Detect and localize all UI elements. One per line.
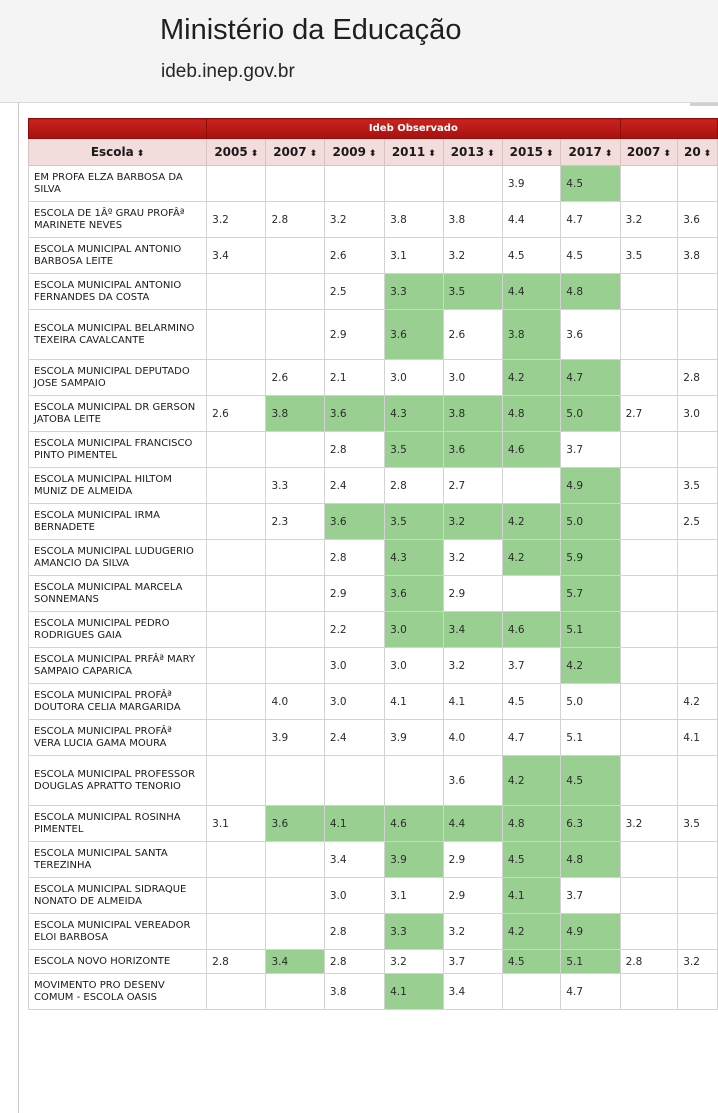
observed-value-cell: 5.7 bbox=[561, 576, 620, 612]
school-name-cell: ESCOLA MUNICIPAL IRMA BERNADETE bbox=[29, 504, 207, 540]
column-label: 2011 bbox=[391, 145, 426, 159]
observed-value-cell bbox=[207, 648, 266, 684]
observed-value-cell: 3.5 bbox=[385, 432, 443, 468]
observed-value-cell: 2.6 bbox=[324, 238, 384, 274]
observed-value-cell: 3.8 bbox=[266, 396, 324, 432]
observed-value-cell bbox=[207, 274, 266, 310]
table-row bbox=[29, 950, 718, 974]
observed-value-cell: 4.8 bbox=[561, 274, 620, 310]
observed-value-cell bbox=[266, 576, 324, 612]
projected-value-cell bbox=[678, 974, 718, 1010]
projected-value-cell bbox=[620, 310, 678, 360]
observed-value-cell: 5.0 bbox=[561, 396, 620, 432]
projected-value-cell: 2.8 bbox=[620, 950, 678, 974]
observed-value-cell: 4.2 bbox=[502, 504, 560, 540]
table-row bbox=[29, 274, 718, 310]
column-header-observed-2015[interactable] bbox=[502, 139, 560, 166]
group-header-empty bbox=[29, 119, 207, 139]
observed-value-cell: 3.6 bbox=[443, 432, 502, 468]
column-header-escola[interactable] bbox=[29, 139, 207, 166]
observed-value-cell: 4.0 bbox=[443, 720, 502, 756]
observed-value-cell: 4.7 bbox=[561, 360, 620, 396]
table-row bbox=[29, 974, 718, 1010]
projected-value-cell bbox=[620, 432, 678, 468]
school-name-cell: ESCOLA MUNICIPAL ANTONIO BARBOSA LEITE bbox=[29, 238, 207, 274]
projected-value-cell: 3.5 bbox=[678, 806, 718, 842]
column-label: 2007 bbox=[626, 145, 661, 159]
observed-value-cell: 5.1 bbox=[561, 612, 620, 648]
observed-value-cell: 5.9 bbox=[561, 540, 620, 576]
school-name-cell: ESCOLA MUNICIPAL PROFESSOR DOUGLAS APRATTO TENORIO bbox=[29, 756, 207, 806]
observed-value-cell: 3.1 bbox=[207, 806, 266, 842]
observed-value-cell: 3.6 bbox=[385, 310, 443, 360]
column-label: Escola bbox=[90, 145, 134, 159]
observed-value-cell: 4.2 bbox=[502, 360, 560, 396]
observed-value-cell: 3.4 bbox=[443, 974, 502, 1010]
projected-value-cell: 3.2 bbox=[620, 806, 678, 842]
observed-value-cell: 3.0 bbox=[385, 612, 443, 648]
observed-value-cell: 4.1 bbox=[385, 684, 443, 720]
observed-value-cell: 3.0 bbox=[324, 684, 384, 720]
site-header bbox=[0, 0, 718, 103]
observed-value-cell bbox=[502, 974, 560, 1010]
school-name-cell: ESCOLA MUNICIPAL VEREADOR ELOI BARBOSA bbox=[29, 914, 207, 950]
observed-value-cell: 4.1 bbox=[502, 878, 560, 914]
observed-value-cell bbox=[207, 878, 266, 914]
school-name-cell: ESCOLA DE 1Âº GRAU PROFÂª MARINETE NEVES bbox=[29, 202, 207, 238]
table-row bbox=[29, 202, 718, 238]
observed-value-cell: 2.9 bbox=[324, 310, 384, 360]
observed-value-cell: 3.6 bbox=[266, 806, 324, 842]
projected-value-cell: 3.5 bbox=[620, 238, 678, 274]
observed-value-cell: 3.5 bbox=[385, 504, 443, 540]
group-header-observed: Ideb Observado bbox=[207, 119, 620, 139]
observed-value-cell: 3.6 bbox=[561, 310, 620, 360]
observed-value-cell bbox=[207, 360, 266, 396]
observed-value-cell: 3.2 bbox=[443, 504, 502, 540]
table-row bbox=[29, 468, 718, 504]
table-row bbox=[29, 842, 718, 878]
observed-value-cell: 4.3 bbox=[385, 540, 443, 576]
table-row bbox=[29, 720, 718, 756]
observed-value-cell: 3.4 bbox=[207, 238, 266, 274]
observed-value-cell: 3.7 bbox=[443, 950, 502, 974]
observed-value-cell bbox=[385, 756, 443, 806]
observed-value-cell: 4.1 bbox=[443, 684, 502, 720]
projected-value-cell bbox=[678, 540, 718, 576]
observed-value-cell bbox=[266, 878, 324, 914]
observed-value-cell: 5.1 bbox=[561, 720, 620, 756]
observed-value-cell: 5.1 bbox=[561, 950, 620, 974]
observed-value-cell: 4.9 bbox=[561, 914, 620, 950]
observed-value-cell: 2.6 bbox=[266, 360, 324, 396]
observed-value-cell bbox=[266, 648, 324, 684]
projected-value-cell bbox=[620, 576, 678, 612]
school-name-cell: ESCOLA MUNICIPAL MARCELA SONNEMANS bbox=[29, 576, 207, 612]
table-row bbox=[29, 914, 718, 950]
table-row bbox=[29, 360, 718, 396]
observed-value-cell: 4.5 bbox=[502, 684, 560, 720]
observed-value-cell: 3.1 bbox=[385, 238, 443, 274]
sort-icon[interactable]: ⬍ bbox=[428, 149, 436, 159]
observed-value-cell: 4.7 bbox=[561, 974, 620, 1010]
observed-value-cell: 3.8 bbox=[324, 974, 384, 1010]
school-name-cell: ESCOLA MUNICIPAL PRFÂª MARY SAMPAIO CAPARICA bbox=[29, 648, 207, 684]
observed-value-cell bbox=[207, 540, 266, 576]
projected-value-cell bbox=[620, 612, 678, 648]
projected-value-cell bbox=[678, 310, 718, 360]
observed-value-cell: 4.5 bbox=[561, 166, 620, 202]
column-header-projected-2007[interactable] bbox=[620, 139, 678, 166]
table-row bbox=[29, 432, 718, 468]
projected-value-cell bbox=[620, 468, 678, 504]
observed-value-cell: 3.0 bbox=[385, 360, 443, 396]
table-row bbox=[29, 878, 718, 914]
sort-icon[interactable]: ⬍ bbox=[546, 149, 554, 159]
observed-value-cell: 4.7 bbox=[502, 720, 560, 756]
projected-value-cell bbox=[620, 274, 678, 310]
left-rail bbox=[8, 103, 19, 1113]
projected-value-cell bbox=[620, 914, 678, 950]
column-label: 20 bbox=[683, 145, 701, 159]
observed-value-cell: 4.5 bbox=[561, 756, 620, 806]
column-header-observed-2013[interactable] bbox=[443, 139, 502, 166]
table-row bbox=[29, 504, 718, 540]
observed-value-cell: 5.0 bbox=[561, 684, 620, 720]
observed-value-cell: 2.4 bbox=[324, 468, 384, 504]
projected-value-cell: 3.2 bbox=[620, 202, 678, 238]
observed-value-cell: 3.2 bbox=[385, 950, 443, 974]
observed-value-cell: 4.8 bbox=[561, 842, 620, 878]
observed-value-cell: 4.7 bbox=[561, 202, 620, 238]
observed-value-cell: 5.0 bbox=[561, 504, 620, 540]
observed-value-cell: 3.4 bbox=[324, 842, 384, 878]
observed-value-cell: 4.4 bbox=[443, 806, 502, 842]
observed-value-cell: 3.8 bbox=[443, 202, 502, 238]
observed-value-cell: 2.9 bbox=[443, 576, 502, 612]
projected-value-cell bbox=[620, 166, 678, 202]
column-header-observed-2007[interactable] bbox=[266, 139, 324, 166]
table-row bbox=[29, 684, 718, 720]
observed-value-cell: 4.4 bbox=[502, 274, 560, 310]
observed-value-cell: 3.3 bbox=[385, 274, 443, 310]
observed-value-cell bbox=[324, 756, 384, 806]
column-label: 2009 bbox=[332, 145, 366, 159]
sort-icon[interactable]: ⬍ bbox=[309, 149, 318, 159]
column-header-observed-2017[interactable] bbox=[561, 139, 620, 166]
projected-value-cell bbox=[620, 540, 678, 576]
observed-value-cell bbox=[324, 166, 384, 202]
column-label: 2005 bbox=[214, 145, 248, 159]
table-row bbox=[29, 310, 718, 360]
observed-value-cell: 3.3 bbox=[266, 468, 324, 504]
observed-value-cell bbox=[266, 432, 324, 468]
observed-value-cell bbox=[207, 684, 266, 720]
observed-value-cell bbox=[207, 720, 266, 756]
observed-value-cell: 6.3 bbox=[561, 806, 620, 842]
observed-value-cell: 2.8 bbox=[324, 950, 384, 974]
observed-value-cell: 3.2 bbox=[443, 914, 502, 950]
sort-icon[interactable]: ⬍ bbox=[250, 149, 259, 159]
observed-value-cell: 2.8 bbox=[324, 540, 384, 576]
observed-value-cell bbox=[207, 504, 266, 540]
observed-value-cell: 4.0 bbox=[266, 684, 324, 720]
observed-value-cell: 2.9 bbox=[443, 878, 502, 914]
projected-value-cell: 3.0 bbox=[678, 396, 718, 432]
observed-value-cell: 3.4 bbox=[266, 950, 324, 974]
observed-value-cell bbox=[207, 974, 266, 1010]
table-row bbox=[29, 576, 718, 612]
observed-value-cell: 3.2 bbox=[443, 648, 502, 684]
projected-value-cell bbox=[678, 576, 718, 612]
observed-value-cell bbox=[266, 310, 324, 360]
sort-icon[interactable]: ⬍ bbox=[136, 149, 145, 159]
school-name-cell: ESCOLA MUNICIPAL BELARMINO TEXEIRA CAVALCANTE bbox=[29, 310, 207, 360]
sort-icon[interactable]: ⬍ bbox=[604, 149, 613, 159]
observed-value-cell bbox=[207, 914, 266, 950]
observed-value-cell: 4.1 bbox=[385, 974, 443, 1010]
projected-value-cell: 2.5 bbox=[678, 504, 718, 540]
projected-value-cell: 3.5 bbox=[678, 468, 718, 504]
year-header-row bbox=[29, 139, 718, 166]
table-row bbox=[29, 648, 718, 684]
observed-value-cell: 4.6 bbox=[502, 612, 560, 648]
projected-value-cell bbox=[678, 612, 718, 648]
observed-value-cell: 3.0 bbox=[443, 360, 502, 396]
projected-value-cell bbox=[678, 274, 718, 310]
sort-icon[interactable]: ⬍ bbox=[487, 149, 495, 159]
observed-value-cell bbox=[266, 238, 324, 274]
observed-value-cell: 4.2 bbox=[502, 756, 560, 806]
observed-value-cell: 2.1 bbox=[324, 360, 384, 396]
observed-value-cell bbox=[443, 166, 502, 202]
column-header-projected-20[interactable] bbox=[678, 139, 718, 166]
projected-value-cell bbox=[620, 756, 678, 806]
school-name-cell: ESCOLA MUNICIPAL ANTONIO FERNANDES DA COSTA bbox=[29, 274, 207, 310]
observed-value-cell: 3.2 bbox=[443, 238, 502, 274]
projected-value-cell: 3.6 bbox=[678, 202, 718, 238]
observed-value-cell: 4.4 bbox=[502, 202, 560, 238]
school-name-cell: ESCOLA MUNICIPAL PEDRO RODRIGUES GAIA bbox=[29, 612, 207, 648]
observed-value-cell bbox=[207, 310, 266, 360]
observed-value-cell: 3.9 bbox=[502, 166, 560, 202]
group-header-row bbox=[29, 119, 718, 139]
school-name-cell: ESCOLA MUNICIPAL PROFÂª DOUTORA CELIA MARGARIDA bbox=[29, 684, 207, 720]
projected-value-cell bbox=[678, 648, 718, 684]
projected-value-cell: 4.1 bbox=[678, 720, 718, 756]
observed-value-cell: 4.1 bbox=[324, 806, 384, 842]
school-name-cell: ESCOLA MUNICIPAL DR GERSON JATOBA LEITE bbox=[29, 396, 207, 432]
table-row bbox=[29, 756, 718, 806]
observed-value-cell bbox=[266, 166, 324, 202]
projected-value-cell bbox=[620, 974, 678, 1010]
sort-icon[interactable]: ⬍ bbox=[703, 149, 712, 159]
observed-value-cell bbox=[266, 842, 324, 878]
observed-value-cell: 3.6 bbox=[385, 576, 443, 612]
school-name-cell: ESCOLA MUNICIPAL LUDUGERIO AMANCIO DA SILVA bbox=[29, 540, 207, 576]
observed-value-cell: 4.8 bbox=[502, 396, 560, 432]
observed-value-cell: 2.2 bbox=[324, 612, 384, 648]
projected-value-cell bbox=[678, 756, 718, 806]
column-label: 2013 bbox=[450, 145, 485, 159]
observed-value-cell: 2.8 bbox=[324, 914, 384, 950]
projected-value-cell bbox=[678, 842, 718, 878]
school-name-cell: ESCOLA MUNICIPAL PROFÂª VERA LUCIA GAMA MOURA bbox=[29, 720, 207, 756]
column-header-observed-2011[interactable] bbox=[385, 139, 443, 166]
projected-value-cell bbox=[620, 360, 678, 396]
observed-value-cell: 3.8 bbox=[443, 396, 502, 432]
projected-value-cell bbox=[620, 842, 678, 878]
table-row bbox=[29, 166, 718, 202]
observed-value-cell: 3.7 bbox=[561, 878, 620, 914]
projected-value-cell bbox=[620, 504, 678, 540]
school-name-cell: ESCOLA MUNICIPAL HILTOM MUNIZ DE ALMEIDA bbox=[29, 468, 207, 504]
site-title: Ministério da Educação bbox=[160, 14, 462, 46]
projected-value-cell bbox=[620, 684, 678, 720]
observed-value-cell: 3.3 bbox=[385, 914, 443, 950]
table-row bbox=[29, 238, 718, 274]
school-name-cell: ESCOLA MUNICIPAL SANTA TEREZINHA bbox=[29, 842, 207, 878]
observed-value-cell: 4.3 bbox=[385, 396, 443, 432]
observed-value-cell: 4.9 bbox=[561, 468, 620, 504]
school-name-cell: MOVIMENTO PRO DESENV COMUM - ESCOLA OASIS bbox=[29, 974, 207, 1010]
school-name-cell: ESCOLA NOVO HORIZONTE bbox=[29, 950, 207, 974]
observed-value-cell: 3.4 bbox=[443, 612, 502, 648]
observed-value-cell: 3.5 bbox=[443, 274, 502, 310]
observed-value-cell: 2.8 bbox=[324, 432, 384, 468]
column-label: 2007 bbox=[273, 145, 307, 159]
observed-value-cell: 2.8 bbox=[266, 202, 324, 238]
observed-value-cell: 3.6 bbox=[324, 396, 384, 432]
observed-value-cell: 2.8 bbox=[207, 950, 266, 974]
sort-icon[interactable]: ⬍ bbox=[368, 149, 377, 159]
table-row bbox=[29, 806, 718, 842]
observed-value-cell bbox=[266, 274, 324, 310]
group-header-projected bbox=[620, 119, 717, 139]
sort-icon[interactable]: ⬍ bbox=[663, 149, 671, 159]
observed-value-cell bbox=[207, 468, 266, 504]
observed-value-cell bbox=[207, 842, 266, 878]
observed-value-cell: 4.2 bbox=[561, 648, 620, 684]
observed-value-cell: 3.0 bbox=[324, 648, 384, 684]
observed-value-cell: 3.9 bbox=[266, 720, 324, 756]
observed-value-cell bbox=[266, 914, 324, 950]
observed-value-cell bbox=[502, 468, 560, 504]
projected-value-cell bbox=[620, 720, 678, 756]
observed-value-cell: 3.6 bbox=[443, 756, 502, 806]
observed-value-cell: 3.1 bbox=[385, 878, 443, 914]
projected-value-cell bbox=[678, 878, 718, 914]
observed-value-cell: 2.9 bbox=[443, 842, 502, 878]
column-label: 2017 bbox=[568, 145, 602, 159]
observed-value-cell: 4.2 bbox=[502, 914, 560, 950]
observed-value-cell bbox=[385, 166, 443, 202]
observed-value-cell: 2.7 bbox=[443, 468, 502, 504]
observed-value-cell: 3.0 bbox=[385, 648, 443, 684]
observed-value-cell bbox=[207, 432, 266, 468]
observed-value-cell: 2.3 bbox=[266, 504, 324, 540]
table-body bbox=[29, 166, 718, 1010]
observed-value-cell: 4.5 bbox=[502, 842, 560, 878]
observed-value-cell: 3.8 bbox=[502, 310, 560, 360]
observed-value-cell: 4.2 bbox=[502, 540, 560, 576]
observed-value-cell: 4.8 bbox=[502, 806, 560, 842]
ideb-table bbox=[28, 118, 718, 1010]
observed-value-cell: 2.9 bbox=[324, 576, 384, 612]
projected-value-cell bbox=[678, 432, 718, 468]
observed-value-cell bbox=[266, 756, 324, 806]
observed-value-cell: 3.2 bbox=[443, 540, 502, 576]
observed-value-cell bbox=[207, 612, 266, 648]
column-header-observed-2009[interactable] bbox=[324, 139, 384, 166]
school-name-cell: ESCOLA MUNICIPAL FRANCISCO PINTO PIMENTEL bbox=[29, 432, 207, 468]
projected-value-cell: 2.8 bbox=[678, 360, 718, 396]
observed-value-cell bbox=[207, 756, 266, 806]
page-content bbox=[0, 103, 718, 1113]
column-header-observed-2005[interactable] bbox=[207, 139, 266, 166]
observed-value-cell: 4.6 bbox=[385, 806, 443, 842]
school-name-cell: ESCOLA MUNICIPAL ROSINHA PIMENTEL bbox=[29, 806, 207, 842]
observed-value-cell: 3.2 bbox=[207, 202, 266, 238]
observed-value-cell: 2.5 bbox=[324, 274, 384, 310]
observed-value-cell: 4.5 bbox=[561, 238, 620, 274]
observed-value-cell: 3.9 bbox=[385, 720, 443, 756]
projected-value-cell: 4.2 bbox=[678, 684, 718, 720]
observed-value-cell: 4.6 bbox=[502, 432, 560, 468]
observed-value-cell: 2.4 bbox=[324, 720, 384, 756]
observed-value-cell: 2.8 bbox=[385, 468, 443, 504]
observed-value-cell bbox=[266, 540, 324, 576]
observed-value-cell bbox=[266, 974, 324, 1010]
projected-value-cell bbox=[678, 166, 718, 202]
observed-value-cell: 3.2 bbox=[324, 202, 384, 238]
table-row bbox=[29, 540, 718, 576]
projected-value-cell bbox=[620, 648, 678, 684]
school-name-cell: EM PROFA ELZA BARBOSA DA SILVA bbox=[29, 166, 207, 202]
table-row bbox=[29, 396, 718, 432]
observed-value-cell bbox=[266, 612, 324, 648]
site-url[interactable]: ideb.inep.gov.br bbox=[161, 61, 295, 82]
observed-value-cell: 3.0 bbox=[324, 878, 384, 914]
projected-value-cell: 3.8 bbox=[678, 238, 718, 274]
projected-value-cell bbox=[620, 878, 678, 914]
table-row bbox=[29, 612, 718, 648]
school-name-cell: ESCOLA MUNICIPAL SIDRAQUE NONATO DE ALMEIDA bbox=[29, 878, 207, 914]
observed-value-cell bbox=[207, 166, 266, 202]
observed-value-cell: 3.9 bbox=[385, 842, 443, 878]
observed-value-cell: 2.6 bbox=[443, 310, 502, 360]
school-name-cell: ESCOLA MUNICIPAL DEPUTADO JOSE SAMPAIO bbox=[29, 360, 207, 396]
projected-value-cell: 3.2 bbox=[678, 950, 718, 974]
column-label: 2015 bbox=[509, 145, 543, 159]
projected-value-cell bbox=[678, 914, 718, 950]
observed-value-cell: 3.6 bbox=[324, 504, 384, 540]
observed-value-cell: 3.7 bbox=[502, 648, 560, 684]
projected-value-cell: 2.7 bbox=[620, 396, 678, 432]
observed-value-cell: 3.8 bbox=[385, 202, 443, 238]
observed-value-cell: 4.5 bbox=[502, 950, 560, 974]
observed-value-cell bbox=[502, 576, 560, 612]
observed-value-cell: 3.7 bbox=[561, 432, 620, 468]
observed-value-cell: 2.6 bbox=[207, 396, 266, 432]
observed-value-cell: 4.5 bbox=[502, 238, 560, 274]
observed-value-cell bbox=[207, 576, 266, 612]
scrollbar[interactable] bbox=[690, 103, 718, 106]
